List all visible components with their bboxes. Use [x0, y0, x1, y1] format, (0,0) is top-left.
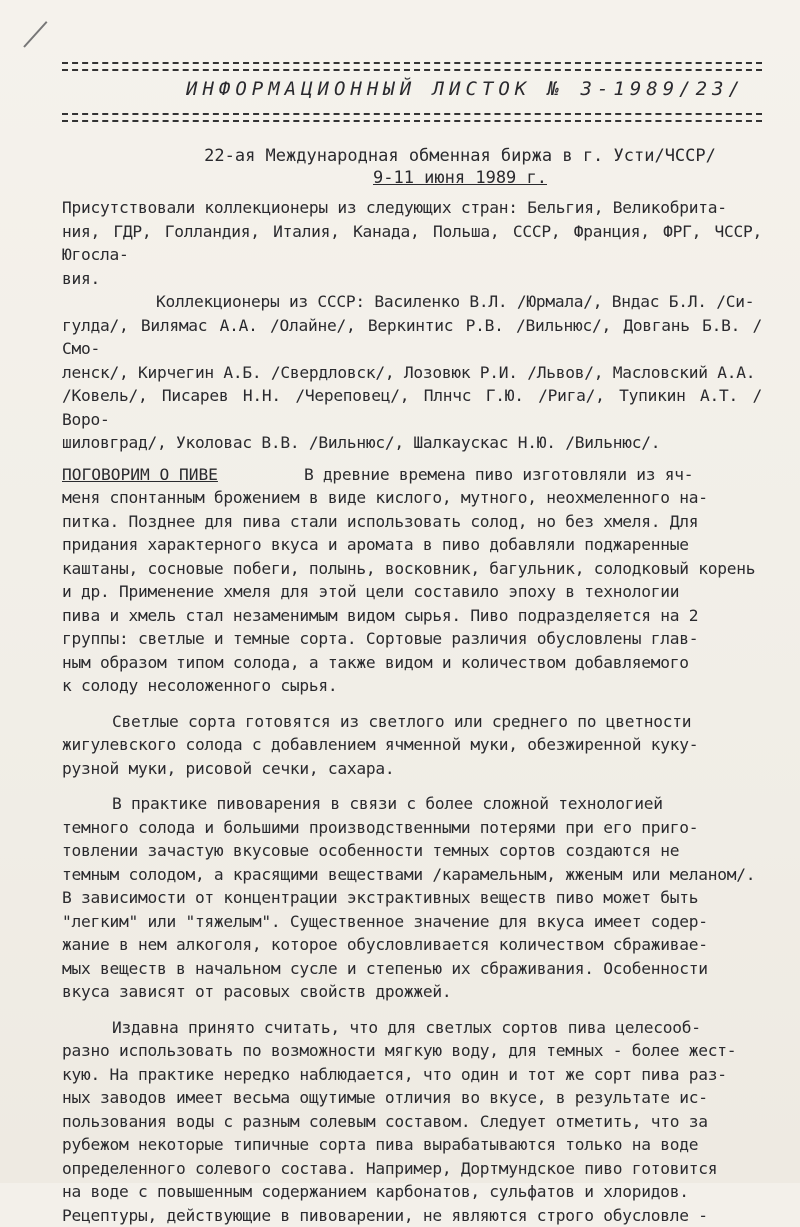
- paragraph-water: Издавна принято считать, что для светлых сортов пива целесооб- разно использовать по возможности мягкую воду, для темных - более жест- кую. На практике нередко наблюдается, что один и тот же сорт пива раз- ных заводов имеет весьма ощутимые отличия во вкусе, в результате ис- пользования воды с разным солевым составом. Следует отметить, что за рубежом некоторые типичные сорта пива вырабатываются только на воде определенного солевого состава. Например, Дортмундское пиво готовится на воде с повышенным содержанием карбонатов, сульфатов и хлоридов. Рецептуры, действующие в пивоварении, не являются строго обусловле -: [62, 1016, 762, 1227]
- header-rule-bottom-2: [62, 120, 762, 122]
- subtitle-dates: 9-11 июня 1989 г.: [200, 167, 720, 189]
- participants-ussr: Коллекционеры из СССР: Василенко В.Л. /Юрмала/, Вндас Б.Л. /Си- гулда/, Вилямас А.А. /Олайне/, Веркинтис Р.В. /Вильнюс/, Довгань Б.В. /Смо- ленск/, Кирчегин А.Б. /Свердловск/, Лозовюк Р.И. /Львов/, Масловский А.А. /Ковель/, Писарев Н.Н. /Череповец/, Плнчс Г.Ю. /Рига/, Тупикин А.Т. /Воро- шиловград/, Уколовас В.В. /Вильнюс/, Шалкаускас Н.Ю. /Вильнюс/.: [62, 290, 762, 455]
- paragraph-history: меня спонтанным брожением в виде кислого, мутного, неохмеленного на- питка. Позднее для пива стали использовать солод, но без хмеля. Для придания характерного вкуса и аромата в пиво добавляли поджаренные каштаны, сосновые побеги, полынь, восковник, багульник, солодковый корень и др. Применение хмеля для этой цели составило эпоху в технологии пива и хмель стал незаменимым видом сырья. Пиво подразделяется на 2 группы: светлые и темные сорта. Сортовые различия обусловлены глав- ным образом типом солода, а также видом и количеством добавляемого к солоду несоложенного сырья.: [62, 486, 762, 698]
- document-body: [62, 196, 762, 1227]
- header-rule-bottom: [62, 113, 762, 115]
- beer-section-start: [62, 463, 762, 487]
- section-heading: ПОГОВОРИМ О ПИВЕ: [62, 463, 218, 487]
- participants-countries: Присутствовали коллекционеры из следующих стран: Бельгия, Великобрита- ния, ГДР, Голландия, Италия, Канада, Польша, СССР, Франция, ФРГ, ЧССР, Югосла- вия.: [62, 196, 762, 290]
- paragraph-dark-beer: В практике пивоварения в связи с более сложной технологией темного солода и большими производственными потерями при его приго- товлении зачастую вкусовые особенности темных сортов создаются не темным солодом, а красящими веществами /карамельным, жженым или меланом/. В зависимости от концентрации экстрактивных веществ пиво может быть "легким" или "тяжелым". Существенное значение для вкуса имеет содер- жание в нем алкоголя, которое обусловливается количеством сбраживае- мых веществ в начальном сусле и степенью их сбраживания. Особенности вкуса зависят от расовых свойств дрожжей.: [62, 792, 762, 1004]
- pen-mark: [23, 21, 47, 48]
- subtitle-event: 22-ая Международная обменная биржа в г. Усти/ЧССР/: [204, 146, 716, 166]
- header-rule-top: [62, 62, 762, 64]
- paragraph-first-line: В древние времена пиво изготовляли из яч-: [304, 465, 693, 484]
- document-title: ИНФОРМАЦИОННЫЙ ЛИСТОК № 3-1989/23/: [186, 78, 786, 100]
- paragraph-light-beer: Светлые сорта готовятся из светлого или среднего по цветности жигулевского солода с добавлением ячменной муки, обезжиренной куку- рузной муки, рисовой сечки, сахара.: [62, 710, 762, 781]
- header-rule-top-2: [62, 69, 762, 71]
- exchange-subtitle: [200, 145, 720, 189]
